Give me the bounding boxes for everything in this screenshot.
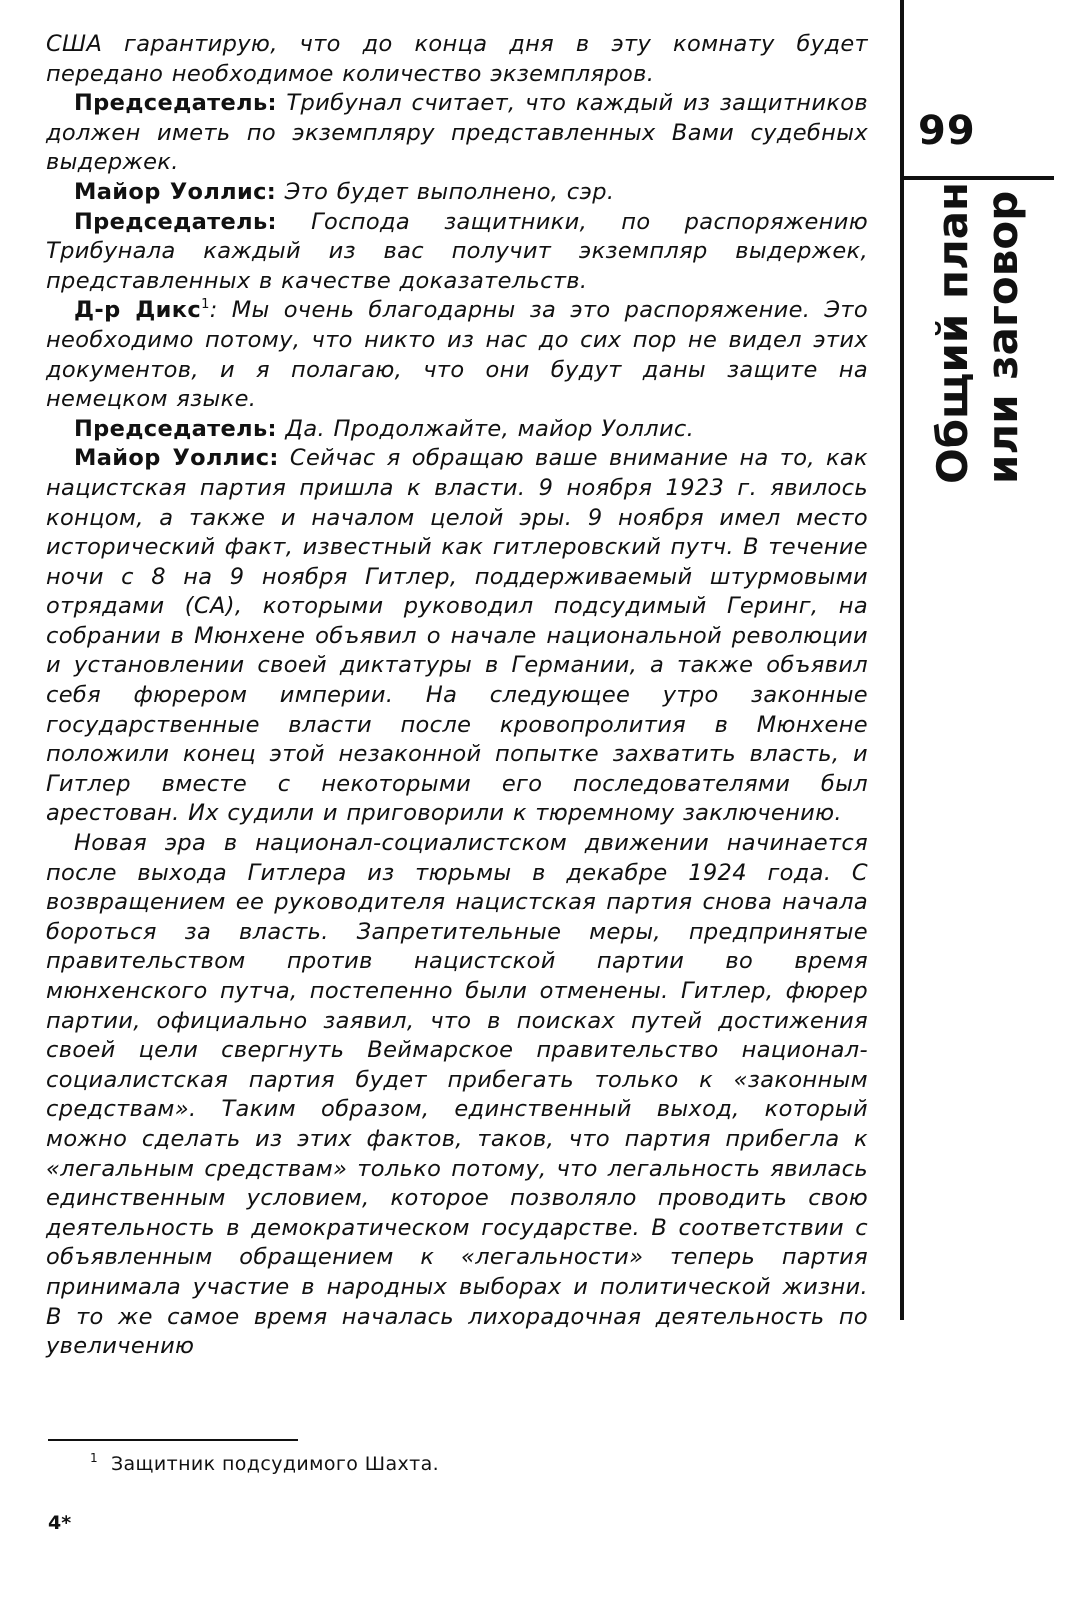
chapter-title-line-1: Общий план [928, 181, 977, 484]
speaker-label: Д-р Дикс [74, 297, 202, 324]
paragraph [46, 178, 868, 208]
footnote-reference[interactable]: 1 [201, 297, 210, 313]
paragraph [46, 30, 868, 89]
paragraph [46, 208, 868, 297]
paragraph-text: Да. Продолжайте, майор Уоллис. [276, 415, 695, 442]
paragraph [46, 415, 868, 445]
speaker-label: Председатель: [74, 208, 277, 235]
footnote-separator [48, 1439, 298, 1441]
paragraph-text: Господа защитники, по распоряжению Трибунала каждый из вас получит экземпляр выдержек, представленных в качестве доказательств. [46, 208, 868, 294]
page-number-rule [904, 176, 1054, 180]
speaker-label: Майор Уоллис: [74, 178, 277, 205]
footnote [90, 1453, 439, 1475]
paragraph [46, 89, 868, 178]
paragraph-text: Новая эра в национал-социалистском движении начинается после выхода Гитлера из тюрьмы в декабре 1924 года. С возвращением ее руководителя нацистская партия снова начала бороться за власть. Запретительные меры, предпринятые правительством против нацистской партии во время мюнхенского путча, постепенно были отменены. Гитлер, фюрер партии, официально заявил, что в поисках путей достижения своей цели свергнуть Веймарское правительство национал-социалистская партия будет прибегать только к «законным средствам». Таким образом, единственный выход, который можно сделать из этих фактов, таков, что партия прибегла к «легальным средствам» только потому, что легальность явилась единственным условием, которое позволяло проводить свою деятельность в демократическом государстве. В соответствии с объявленным обращением к «легальности» теперь партия принимала участие в народных выборах и политической жизни. В то же самое время началась лихорадочная деятельность по увеличению [46, 830, 868, 1360]
speaker-label: Председатель: [74, 90, 277, 117]
margin-vertical-rule [900, 0, 904, 1320]
paragraph-text: Сейчас я обращаю ваше внимание на то, как нацистская партия пришла к власти. 9 ноября 1923 г. явилось концом, а также и началом целой эры. 9 ноября имел место исторический факт, известный как гитлеровский путч. В течение ночи с 8 на 9 ноября Гитлер, поддерживаемый штурмовыми отрядами (СА), которыми руководил подсудимый Геринг, на собрании в Мюнхене объявил о начале национальной революции и установлении своей диктатуры в Германии, а также объявил себя фюрером империи. На следующее утро законные государственные власти после кровопролития в Мюнхене положили конец этой незаконной попытке захватить власть, и Гитлер вместе с некоторыми его последователями был арестован. Их судили и приговорили к тюремному заключению. [46, 445, 868, 827]
paragraph [46, 444, 868, 829]
paragraph-text: Это будет выполнено, сэр. [276, 178, 615, 205]
footnote-mark: 1 [90, 1451, 99, 1465]
paragraph-text: : Мы очень благодарны за это распоряжение. Это необходимо потому, что никто из нас до сих пор не видел этих документов, и я полагаю, что они будут даны защите на немецком языке. [46, 297, 869, 413]
paragraph-text: США гарантирую, что до конца дня в эту комнату будет передано необходимое количество экземпляров. [46, 31, 868, 87]
footnote-text: Защитник подсудимого Шахта. [110, 1453, 440, 1475]
paragraph [46, 296, 868, 414]
speaker-label: Майор Уоллис: [74, 445, 279, 472]
page-number: 99 [918, 108, 976, 154]
printer-signature: 4* [48, 1512, 72, 1534]
main-text [46, 30, 868, 1362]
speaker-label: Председатель: [74, 415, 277, 442]
chapter-title-line-2: или заговор [978, 190, 1027, 484]
paragraph [46, 829, 868, 1362]
paragraph-text: Трибунал считает, что каждый из защитников должен иметь по экземпляру представленных Вами судебных выдержек. [46, 90, 868, 176]
